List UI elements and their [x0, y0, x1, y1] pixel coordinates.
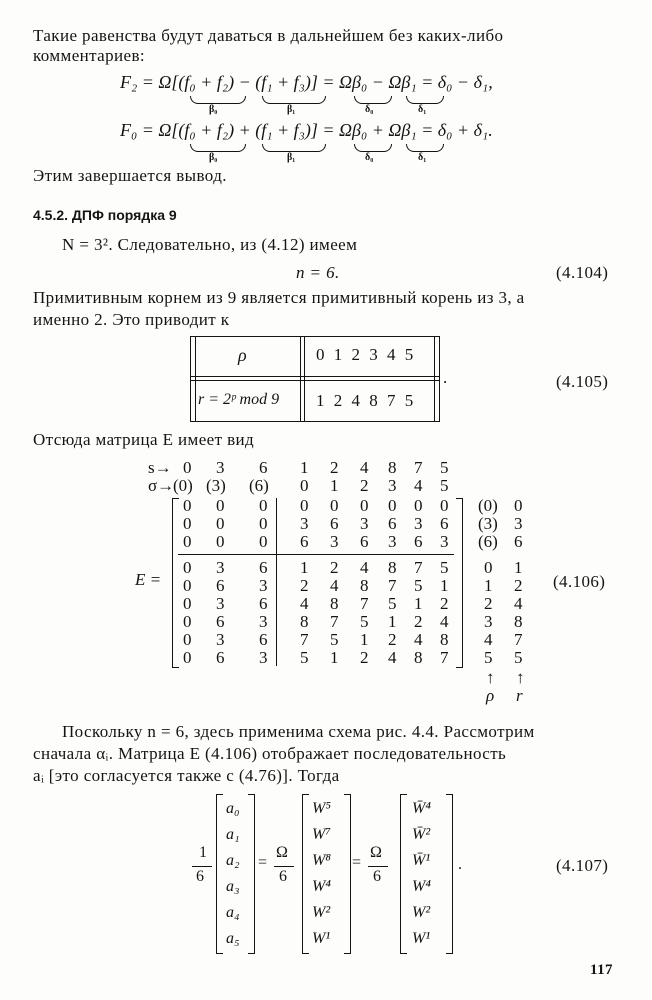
brace — [406, 144, 444, 152]
brace-label-beta1: β₁ — [287, 104, 296, 115]
matrix-cell: 3 — [216, 594, 225, 613]
matrix-s-label: s→ — [148, 458, 172, 477]
w-vector-element: W⁵ — [312, 800, 331, 817]
omega-symbol: Ω — [370, 844, 382, 861]
fraction-denominator: 6 — [196, 868, 204, 885]
w-vector-right-bracket — [344, 794, 351, 954]
a-vector-right-bracket — [248, 794, 255, 954]
matrix-cell: 0 — [330, 496, 339, 515]
matrix-sigma-value: 2 — [360, 476, 369, 495]
fraction-bar — [368, 866, 388, 867]
matrix-cell: 6 — [216, 576, 225, 595]
matrix-partition-horizontal — [178, 554, 454, 555]
w-vector-element: W⁸ — [312, 852, 331, 869]
matrix-cell: 1 — [360, 630, 369, 649]
wbar-vector-element: W² — [412, 904, 431, 921]
matrix-r-col-value: 4 — [514, 594, 523, 613]
w-vector-element: W¹ — [312, 930, 331, 947]
matrix-s-value: 1 — [300, 458, 309, 477]
matrix-rho-col-value: 2 — [484, 594, 493, 613]
table-period: . — [443, 368, 448, 387]
matrix-cell: 5 — [360, 612, 369, 631]
n-line: N = 3². Следовательно, из (4.12) имеем — [62, 235, 358, 254]
wbar-vector-element: W̄² — [412, 826, 431, 843]
table-r-values: 1 2 4 8 7 5 — [316, 391, 414, 410]
matrix-sigma-label: σ→ — [148, 476, 175, 495]
matrix-cell: 6 — [414, 532, 423, 551]
a-vector-left-bracket — [216, 794, 223, 954]
matrix-sigma-value: 4 — [414, 476, 423, 495]
matrix-cell: 1 — [440, 576, 449, 595]
matrix-cell: 4 — [440, 612, 449, 631]
wbar-vector-right-bracket — [446, 794, 453, 954]
matrix-cell: 5 — [330, 630, 339, 649]
brace — [406, 96, 444, 104]
matrix-intro: Отсюда матрица E имеет вид — [33, 430, 255, 449]
matrix-cell: 1 — [388, 612, 397, 631]
matrix-sigma-value: 3 — [388, 476, 397, 495]
matrix-s-value: 8 — [388, 458, 397, 477]
matrix-s-value: 4 — [360, 458, 369, 477]
matrix-cell: 0 — [440, 496, 449, 515]
matrix-cell: 6 — [300, 532, 309, 551]
matrix-cell: 4 — [414, 630, 423, 649]
wbar-vector-element: W⁴ — [412, 878, 431, 895]
matrix-cell: 3 — [259, 612, 268, 631]
matrix-r-col-value: 6 — [514, 532, 523, 551]
matrix-r-col-value: 8 — [514, 612, 523, 631]
equation-period: . — [458, 856, 462, 873]
a-vector-element: a₅ — [226, 930, 240, 947]
matrix-rho-col-value: (0) — [478, 496, 498, 515]
matrix-r-symbol: r — [516, 686, 523, 705]
matrix-cell: 0 — [360, 496, 369, 515]
intro-line-2: комментариев: — [33, 46, 146, 65]
equation-number-107: (4.107) — [556, 856, 609, 875]
matrix-cell: 3 — [216, 630, 225, 649]
fraction-denominator: 6 — [373, 868, 381, 885]
matrix-r-col-value: 0 — [514, 496, 523, 515]
since-line-3: aᵢ [это согласуется также с (4.76)]. Тогда — [33, 766, 340, 785]
matrix-cell: 2 — [300, 576, 309, 595]
up-arrow-icon: ↑ — [486, 668, 495, 687]
brace — [190, 96, 246, 104]
matrix-r-col-value: 2 — [514, 576, 523, 595]
matrix-s-value: 6 — [259, 458, 268, 477]
matrix-cell: 8 — [300, 612, 309, 631]
matrix-cell: 0 — [216, 514, 225, 533]
matrix-cell: 4 — [360, 558, 369, 577]
matrix-cell: 7 — [388, 576, 397, 595]
matrix-cell: 7 — [360, 594, 369, 613]
matrix-cell: 0 — [183, 648, 192, 667]
page-number: 117 — [590, 962, 613, 978]
matrix-cell: 0 — [183, 532, 192, 551]
matrix-rho-symbol: ρ — [486, 686, 495, 705]
matrix-cell: 6 — [388, 514, 397, 533]
matrix-cell: 6 — [259, 594, 268, 613]
matrix-cell: 3 — [216, 558, 225, 577]
equals-sign: = — [352, 854, 362, 871]
a-vector-element: a₂ — [226, 852, 240, 869]
brace — [190, 144, 246, 152]
matrix-cell: 6 — [216, 648, 225, 667]
wbar-vector-element: W̄⁴ — [412, 800, 431, 817]
matrix-r-col-value: 7 — [514, 630, 523, 649]
matrix-partition-vertical — [276, 498, 277, 666]
fraction-bar — [274, 866, 294, 867]
wbar-vector-element: W¹ — [412, 930, 431, 947]
brace-label-beta1: β₁ — [287, 152, 296, 163]
section-heading: 4.5.2. ДПФ порядка 9 — [33, 207, 177, 223]
matrix-r-col-value: 3 — [514, 514, 523, 533]
table-rho-label: ρ — [238, 345, 247, 365]
matrix-cell: 5 — [440, 558, 449, 577]
matrix-cell: 4 — [300, 594, 309, 613]
matrix-sigma-value: (0) — [173, 476, 193, 495]
matrix-cell: 1 — [414, 594, 423, 613]
matrix-cell: 1 — [330, 648, 339, 667]
w-vector-element: W² — [312, 904, 331, 921]
matrix-cell: 3 — [300, 514, 309, 533]
matrix-sigma-value: 5 — [440, 476, 449, 495]
matrix-cell: 8 — [388, 558, 397, 577]
w-vector-element: W⁷ — [312, 826, 331, 843]
wbar-vector-element: W̄¹ — [412, 852, 431, 869]
matrix-cell: 0 — [259, 514, 268, 533]
a-vector-element: a₀ — [226, 800, 240, 817]
a-vector-element: a₁ — [226, 826, 240, 843]
matrix-cell: 0 — [216, 532, 225, 551]
matrix-cell: 7 — [330, 612, 339, 631]
matrix-cell: 0 — [216, 496, 225, 515]
matrix-cell: 1 — [300, 558, 309, 577]
conclusion-text: Этим завершается вывод. — [33, 166, 227, 185]
matrix-cell: 2 — [440, 594, 449, 613]
matrix-cell: 6 — [259, 630, 268, 649]
matrix-s-value: 7 — [414, 458, 423, 477]
matrix-cell: 0 — [183, 594, 192, 613]
matrix-cell: 0 — [183, 558, 192, 577]
matrix-left-bracket — [172, 498, 179, 668]
fraction-bar — [192, 866, 212, 867]
matrix-cell: 7 — [440, 648, 449, 667]
equation-f0: F₀ = Ω[(f₀ + f₂) + (f₁ + f₃)] = Ωβ₀ + Ωβ₁ = δ₀ + δ₁. — [120, 120, 493, 140]
brace-label-beta0: β₀ — [209, 152, 218, 163]
matrix-rho-col-value: (3) — [478, 514, 498, 533]
matrix-s-value: 3 — [216, 458, 225, 477]
matrix-cell: 2 — [414, 612, 423, 631]
matrix-s-value: 0 — [183, 458, 192, 477]
matrix-cell: 0 — [183, 514, 192, 533]
matrix-cell: 8 — [440, 630, 449, 649]
matrix-cell: 8 — [330, 594, 339, 613]
brace-label-delta0: δ₀ — [365, 152, 374, 163]
brace-label-beta0: β₀ — [209, 104, 218, 115]
matrix-cell: 3 — [259, 648, 268, 667]
matrix-cell: 0 — [183, 612, 192, 631]
matrix-cell: 0 — [259, 496, 268, 515]
matrix-cell: 3 — [414, 514, 423, 533]
table-r-label: r = 2ᵖ mod 9 — [198, 391, 280, 408]
matrix-cell: 6 — [440, 514, 449, 533]
matrix-e-label: E = — [135, 570, 162, 589]
brace — [354, 144, 392, 152]
matrix-right-bracket — [456, 498, 463, 668]
matrix-cell: 8 — [414, 648, 423, 667]
primitive-root-table — [190, 336, 440, 422]
wbar-vector-left-bracket — [400, 794, 407, 954]
a-vector-element: a₄ — [226, 904, 240, 921]
equals-sign: = — [258, 854, 268, 871]
matrix-cell: 5 — [414, 576, 423, 595]
up-arrow-icon: ↑ — [516, 668, 525, 687]
equation-f2: F₂ = Ω[(f₀ + f₂) − (f₁ + f₃)] = Ωβ₀ − Ωβ₁ = δ₀ − δ₁, — [120, 72, 493, 92]
matrix-rho-col-value: (6) — [478, 532, 498, 551]
matrix-cell: 4 — [388, 648, 397, 667]
brace — [262, 96, 326, 104]
matrix-cell: 7 — [414, 558, 423, 577]
brace-label-delta1: δ₁ — [418, 152, 427, 163]
since-line-1: Поскольку n = 6, здесь применима схема рис. 4.4. Рассмотрим — [62, 722, 535, 741]
w-vector-element: W⁴ — [312, 878, 331, 895]
equation-number-105: (4.105) — [556, 372, 609, 391]
brace — [262, 144, 326, 152]
matrix-cell: 0 — [183, 496, 192, 515]
matrix-sigma-value: (3) — [206, 476, 226, 495]
matrix-cell: 0 — [183, 630, 192, 649]
matrix-cell: 4 — [330, 576, 339, 595]
matrix-cell: 0 — [388, 496, 397, 515]
matrix-cell: 3 — [330, 532, 339, 551]
equation-number-106: (4.106) — [553, 572, 606, 591]
intro-line-1: Такие равенства будут даваться в дальнейшем без каких-либо — [33, 26, 504, 45]
matrix-rho-col-value: 0 — [484, 558, 493, 577]
matrix-cell: 2 — [388, 630, 397, 649]
matrix-cell: 8 — [360, 576, 369, 595]
matrix-r-col-value: 5 — [514, 648, 523, 667]
matrix-cell: 2 — [330, 558, 339, 577]
matrix-cell: 7 — [300, 630, 309, 649]
matrix-r-col-value: 1 — [514, 558, 523, 577]
matrix-cell: 5 — [388, 594, 397, 613]
matrix-rho-col-value: 1 — [484, 576, 493, 595]
matrix-sigma-value: 1 — [330, 476, 339, 495]
matrix-cell: 0 — [259, 532, 268, 551]
matrix-cell: 3 — [388, 532, 397, 551]
matrix-cell: 6 — [330, 514, 339, 533]
fraction-numerator: 1 — [199, 844, 207, 861]
matrix-cell: 6 — [259, 558, 268, 577]
primitive-line-2: именно 2. Это приводит к — [33, 310, 230, 329]
matrix-cell: 5 — [300, 648, 309, 667]
brace — [354, 96, 392, 104]
matrix-cell: 6 — [360, 532, 369, 551]
matrix-sigma-value: (6) — [249, 476, 269, 495]
matrix-s-value: 5 — [440, 458, 449, 477]
a-vector-element: a₃ — [226, 878, 240, 895]
matrix-s-value: 2 — [330, 458, 339, 477]
since-line-2: сначала αᵢ. Матрица E (4.106) отображает последовательность — [33, 744, 507, 763]
equation-number-104: (4.104) — [556, 263, 609, 282]
matrix-cell: 0 — [183, 576, 192, 595]
fraction-denominator: 6 — [279, 868, 287, 885]
brace-label-delta1: δ₁ — [418, 104, 427, 115]
matrix-sigma-value: 0 — [300, 476, 309, 495]
matrix-cell: 2 — [360, 648, 369, 667]
matrix-cell: 3 — [440, 532, 449, 551]
w-vector-left-bracket — [302, 794, 309, 954]
brace-label-delta0: δ₀ — [365, 104, 374, 115]
primitive-line-1: Примитивным корнем из 9 является примитивный корень из 3, а — [33, 288, 525, 307]
matrix-cell: 0 — [300, 496, 309, 515]
table-rho-values: 0 1 2 3 4 5 — [316, 345, 414, 364]
matrix-rho-col-value: 5 — [484, 648, 493, 667]
matrix-cell: 0 — [414, 496, 423, 515]
omega-symbol: Ω — [276, 844, 288, 861]
matrix-cell: 3 — [259, 576, 268, 595]
matrix-cell: 3 — [360, 514, 369, 533]
matrix-cell: 6 — [216, 612, 225, 631]
matrix-rho-col-value: 4 — [484, 630, 493, 649]
matrix-rho-col-value: 3 — [484, 612, 493, 631]
n-equation: n = 6. — [296, 263, 340, 282]
